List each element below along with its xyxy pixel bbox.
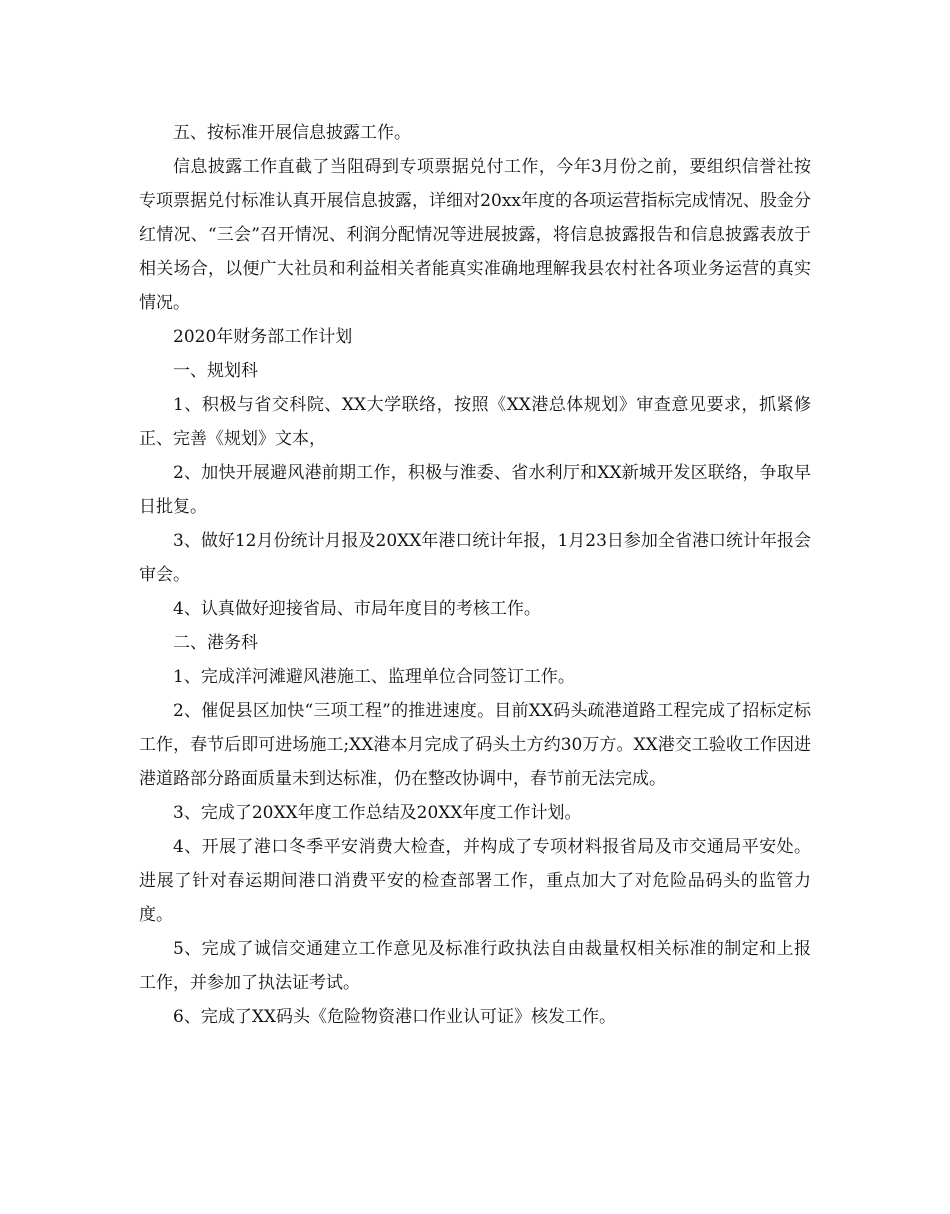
body-paragraph: 信息披露工作直截了当阻碍到专项票据兑付工作，今年3月份之前，要组织信誉社按专项票据兑付标准认真开展信息披露，详细对20xx年度的各项运营指标完成情况、股金分红情况、“三会”召开情况、利润分配情况等进展披露，将信息披露报告和信息披露表放于相关场合，以便广大社员和利益相关者能真实准确地理解我县农村社各项业务运营的真实情况。 xyxy=(139,157,811,313)
list-item: 6、完成了XX码头《危险物资港口作业认可证》核发工作。 xyxy=(173,1007,617,1027)
document-body xyxy=(139,116,811,1034)
section-heading: 一、规划科 xyxy=(173,361,258,381)
list-item: 3、做好12月份统计月报及20XX年港口统计年报，1月23日参加全省港口统计年报会审会。 xyxy=(139,531,811,585)
section-heading: 五、按标准开展信息披露工作。 xyxy=(173,123,411,143)
list-item: 4、认真做好迎接省局、市局年度目的考核工作。 xyxy=(173,599,541,619)
list-item: 4、开展了港口冬季平安消费大检查，并构成了专项材料报省局及市交通局平安处。进展了针对春运期间港口消费平安的检查部署工作，重点加大了对危险品码头的监管力度。 xyxy=(139,837,811,925)
list-item: 1、完成洋河滩避风港施工、监理单位合同签订工作。 xyxy=(173,667,575,687)
list-item: 2、催促县区加快“三项工程”的推进速度。目前XX码头疏港道路工程完成了招标定标工作，春节后即可进场施工;XX港本月完成了码头土方约30万方。XX港交工验收工作因进港道路部分路面质量未到达标准，仍在整改协调中，春节前无法完成。 xyxy=(139,701,811,789)
document-title: 2020年财务部工作计划 xyxy=(173,327,353,347)
list-item: 5、完成了诚信交通建立工作意见及标准行政执法自由裁量权相关标准的制定和上报工作，并参加了执法证考试。 xyxy=(139,939,811,993)
list-item: 1、积极与省交科院、XX大学联络，按照《XX港总体规划》审查意见要求，抓紧修正、完善《规划》文本， xyxy=(139,395,811,449)
list-item: 2、加快开展避风港前期工作，积极与淮委、省水利厅和XX新城开发区联络，争取早日批复。 xyxy=(139,463,811,517)
section-heading: 二、港务科 xyxy=(173,633,258,653)
list-item: 3、完成了20XX年度工作总结及20XX年度工作计划。 xyxy=(173,803,582,823)
